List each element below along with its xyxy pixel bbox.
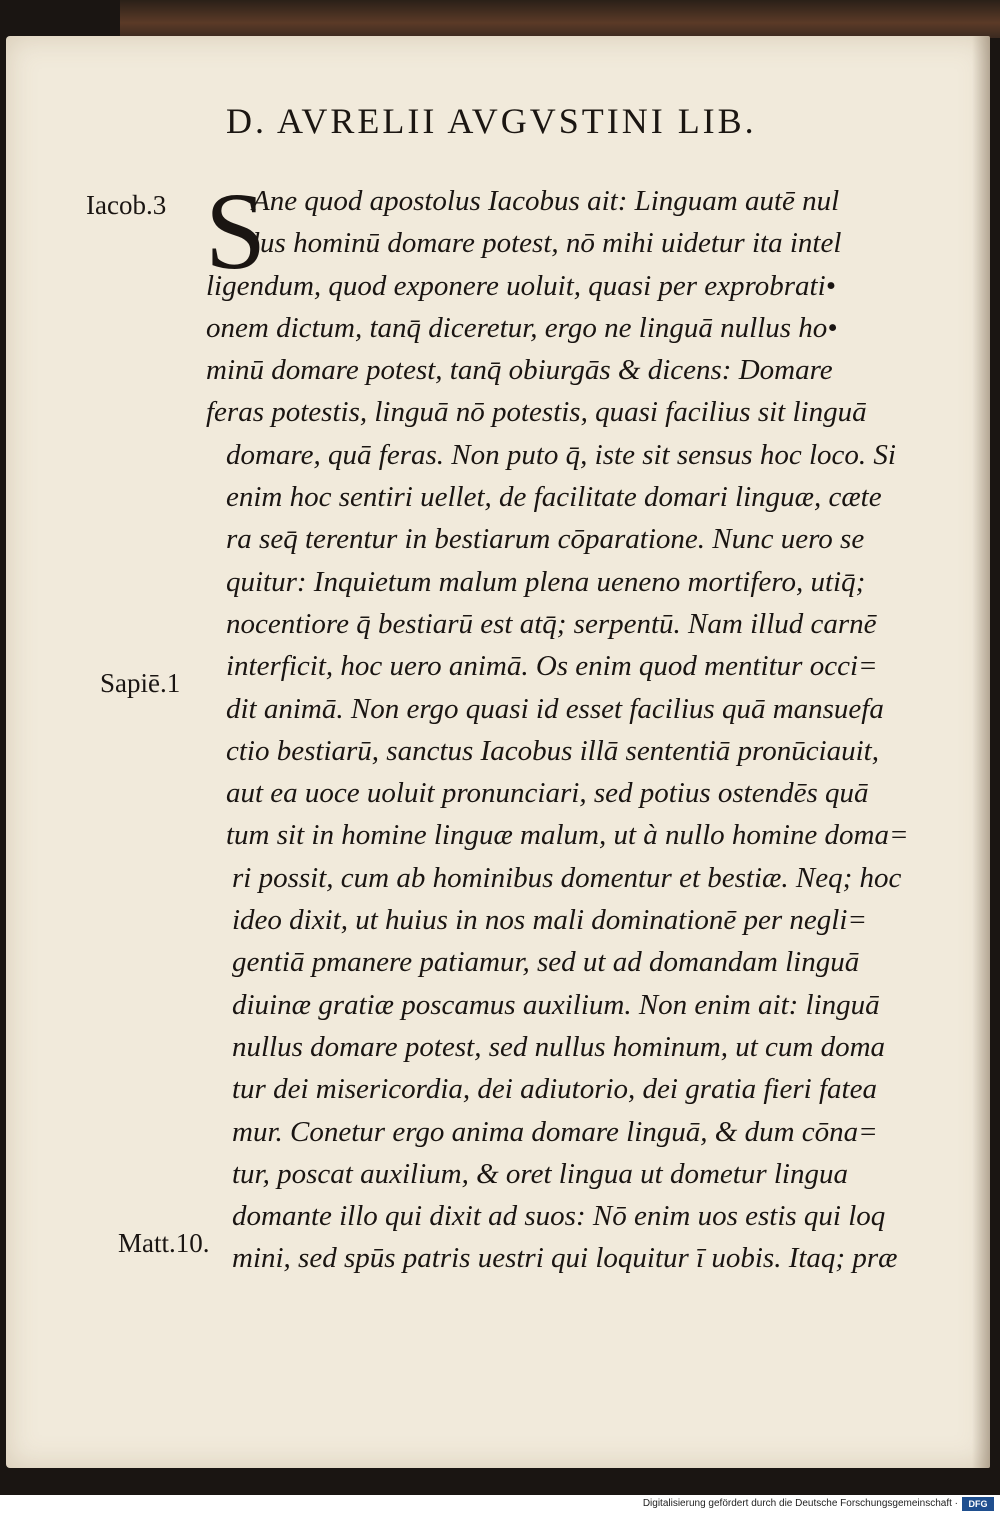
text-line: dit animā. Non ergo quasi id esset facilius quā mansuefa xyxy=(226,692,884,725)
text-line: quitur: Inquietum malum plena ueneno mortifero, utiq̄; xyxy=(226,565,866,598)
body-text xyxy=(205,170,962,1280)
text-line: mini, sed spūs patris uestri qui loquitur ī uobis. Itaq; præ xyxy=(232,1242,898,1275)
text-line: mur. Conetur ergo anima domare linguā, & dum cōna= xyxy=(232,1115,878,1148)
text-line: diuinæ gratiæ poscamus auxilium. Non enim ait: linguā xyxy=(232,988,880,1021)
text-line: domante illo qui dixit ad suos: Nō enim uos estis qui loq xyxy=(232,1200,886,1233)
text-line: tur dei misericordia, dei adiutorio, dei gratia fieri fatea xyxy=(232,1073,877,1106)
text-line: tum sit in homine linguæ malum, ut à nullo homine doma= xyxy=(226,819,909,852)
text-line: Ane quod apostolus Iacobus ait: Linguam autē nul xyxy=(252,185,840,217)
text-line: nullus domare potest, sed nullus hominum, ut cum doma xyxy=(232,1030,886,1063)
margin-note-matt: Matt.10. xyxy=(118,1228,210,1258)
running-title: D. AVRELII AVGVSTINI LIB. xyxy=(226,101,757,141)
text-line: ideo dixit, ut huius in nos mali dominationē per negli= xyxy=(232,904,867,937)
margin-note-iacob: Iacob.3 xyxy=(86,190,167,220)
text-line: lus hominū domare potest, nō mihi uidetur ita intel xyxy=(252,227,842,260)
text-line: gentiā pmanere patiamur, sed ut ad domandam linguā xyxy=(232,946,860,979)
dfg-logo: DFG xyxy=(962,1497,994,1511)
text-line: ligendum, quod exponere uoluit, quasi per exprobrati• xyxy=(206,269,836,302)
text-line: onem dictum, tanq̄ diceretur, ergo ne linguā nullus ho• xyxy=(206,311,838,344)
page-shadow xyxy=(972,36,990,1468)
text-line: interficit, hoc uero animā. Os enim quod mentitur occi= xyxy=(226,650,878,683)
text-line: enim hoc sentiri uellet, de facilitate domari linguæ, cæte xyxy=(226,481,882,514)
drop-capital: S xyxy=(205,170,267,292)
footer-bar xyxy=(0,1495,1000,1515)
text-line: ri possit, cum ab hominibus domentur et bestiæ. Neq; hoc xyxy=(232,861,902,894)
text-line: feras potestis, linguā nō potestis, quasi facilius sit linguā xyxy=(206,396,867,429)
text-line: domare, quā feras. Non puto q̄, iste sit sensus hoc loco. Si xyxy=(226,438,896,471)
text-line: aut ea uoce uoluit pronunciari, sed potius ostendēs quā xyxy=(226,777,869,810)
text-line: minū domare potest, tanq̄ obiurgās & dicens: Domare xyxy=(206,354,833,387)
text-line: tur, poscat auxilium, & oret lingua ut dometur lingua xyxy=(232,1157,848,1190)
text-line: ctio bestiarū, sanctus Iacobus illā sententiā pronūciauit, xyxy=(226,734,879,767)
text-line: ra seq̄ terentur in bestiarum cōparatione. Nunc uero se xyxy=(226,523,865,556)
funding-credit: Digitalisierung gefördert durch die Deutsche Forschungsgemeinschaft · xyxy=(642,1498,958,1509)
book-edge xyxy=(120,0,1000,38)
margin-note-sapie: Sapiē.1 xyxy=(100,668,181,698)
text-line: nocentiore q̄ bestiarū est atq̄; serpentū. Nam illud carnē xyxy=(226,607,877,640)
